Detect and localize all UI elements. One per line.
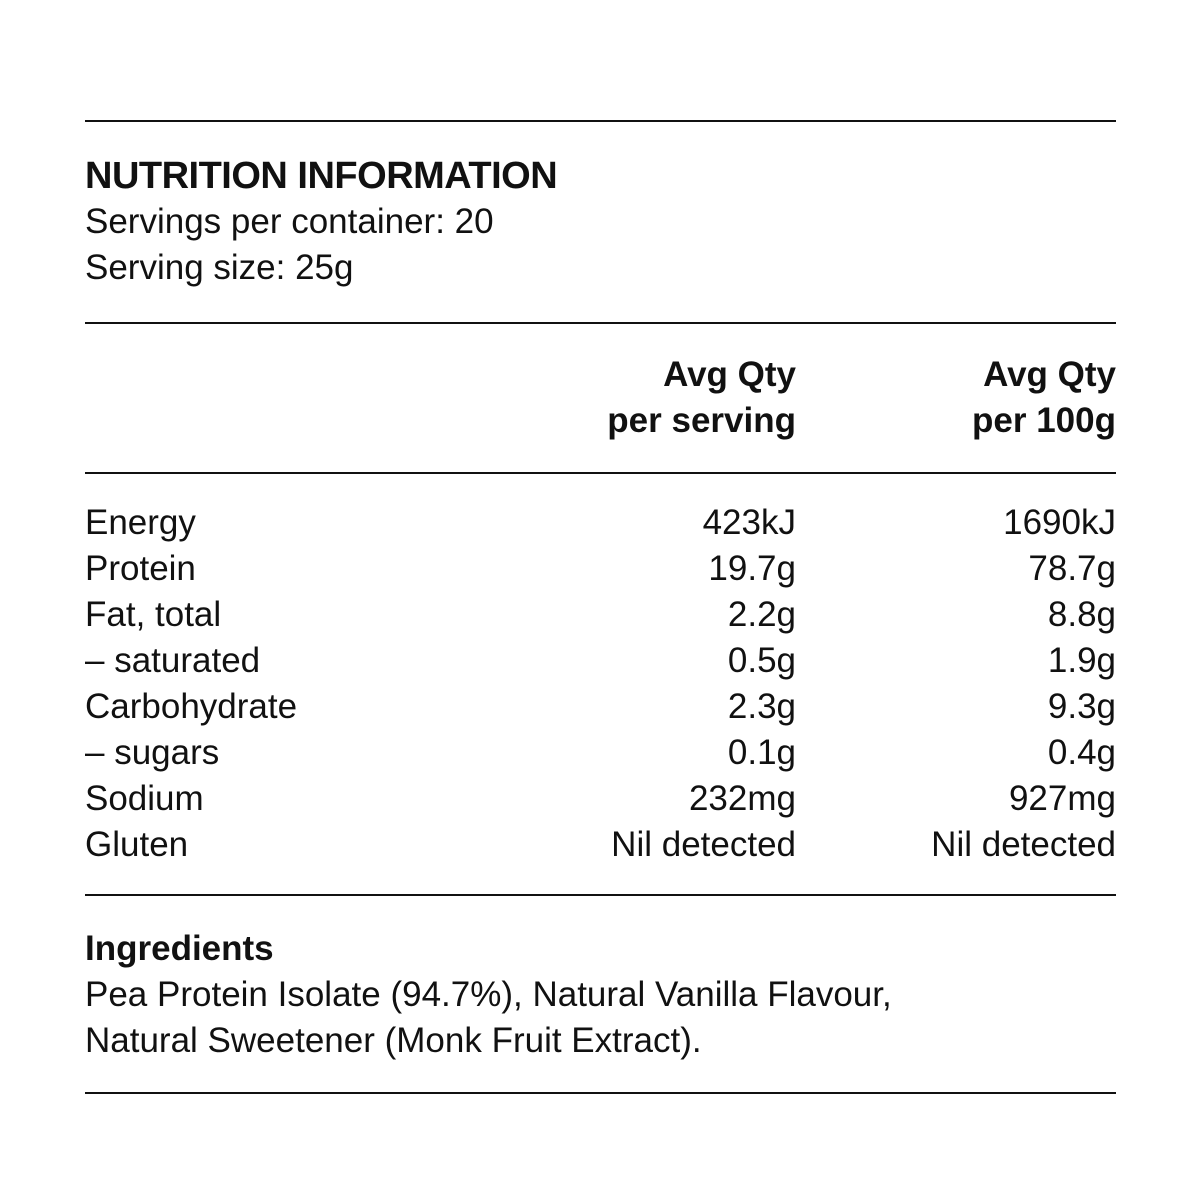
table-row <box>85 500 1116 546</box>
per-100g-value: 9.3g <box>1047 687 1116 726</box>
table-row <box>85 776 1116 822</box>
per-100g-value: Nil detected <box>931 825 1116 864</box>
nutrient-label: Gluten <box>85 825 189 864</box>
nutrient-label: – sugars <box>85 733 220 772</box>
column-header-per-100g-line2: per 100g <box>972 401 1116 440</box>
nutrient-label: Energy <box>85 503 196 542</box>
table-row <box>85 684 1116 730</box>
per-100g-value: 78.7g <box>1028 549 1116 588</box>
table-row <box>85 638 1116 684</box>
table-row <box>85 822 1116 868</box>
column-header-per-serving <box>496 352 796 444</box>
servings-per-container: Servings per container: 20 <box>85 202 494 241</box>
per-serving-value: 0.5g <box>727 641 796 680</box>
title-block <box>85 122 1116 322</box>
per-serving-value: 2.3g <box>727 687 796 726</box>
per-100g-value: 927mg <box>1008 779 1116 818</box>
nutrient-label: – saturated <box>85 641 261 680</box>
per-100g-value: 1690kJ <box>1003 503 1116 542</box>
nutrient-label: Sodium <box>85 779 204 818</box>
table-row <box>85 546 1116 592</box>
per-serving-value: 232mg <box>688 779 796 818</box>
bottom-divider <box>85 1092 1116 1094</box>
column-header-per-100g <box>796 352 1116 444</box>
ingredients-title: Ingredients <box>85 929 274 968</box>
nutrient-table-body <box>85 474 1116 894</box>
per-serving-value: 19.7g <box>708 549 796 588</box>
per-100g-value: 1.9g <box>1047 641 1116 680</box>
per-serving-value: Nil detected <box>611 825 796 864</box>
column-header-per-serving-line2: per serving <box>607 401 796 440</box>
ingredients-line-1: Pea Protein Isolate (94.7%), Natural Vanilla Flavour, <box>85 975 892 1014</box>
nutrient-label: Fat, total <box>85 595 222 634</box>
per-serving-value: 0.1g <box>727 733 796 772</box>
nutrition-panel <box>85 120 1116 1094</box>
nutrient-label: Protein <box>85 549 196 588</box>
table-row <box>85 730 1116 776</box>
panel-title: NUTRITION INFORMATION <box>85 155 558 197</box>
ingredients-section <box>85 896 1116 1092</box>
column-header-per-serving-line1: Avg Qty <box>663 355 796 394</box>
serving-size: Serving size: 25g <box>85 248 354 287</box>
table-row <box>85 592 1116 638</box>
nutrient-label: Carbohydrate <box>85 687 298 726</box>
per-100g-value: 8.8g <box>1047 595 1116 634</box>
ingredients-line-2: Natural Sweetener (Monk Fruit Extract). <box>85 1021 702 1060</box>
per-100g-value: 0.4g <box>1047 733 1116 772</box>
per-serving-value: 2.2g <box>727 595 796 634</box>
per-serving-value: 423kJ <box>702 503 796 542</box>
table-header <box>85 324 1116 472</box>
column-header-per-100g-line1: Avg Qty <box>983 355 1116 394</box>
